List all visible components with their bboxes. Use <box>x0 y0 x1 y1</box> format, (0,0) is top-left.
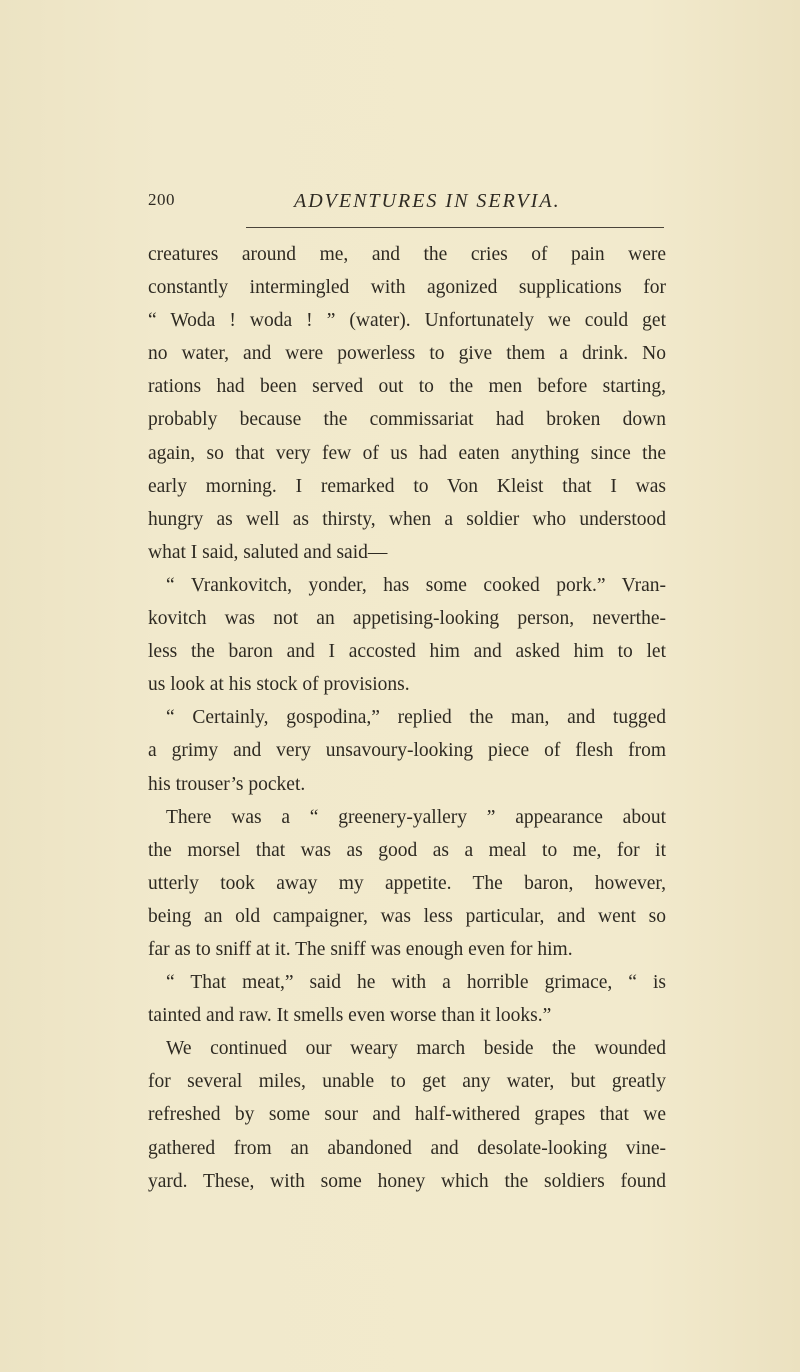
text-line: There was a “ greenery-yallery ” appearance about <box>166 806 666 828</box>
text-line: far as to sniff at it. The sniff was enough even for him. <box>148 938 573 960</box>
text-line: yard. These, with some honey which the soldiers found <box>148 1170 666 1192</box>
text-line: the morsel that was as good as a meal to me, for it <box>148 839 666 861</box>
text-line: again, so that very few of us had eaten anything since the <box>148 442 666 464</box>
text-line: “ Woda ! woda ! ” (water). Unfortunately we could get <box>148 310 666 332</box>
text-line: what I said, saluted and said— <box>148 541 388 563</box>
page-number: 200 <box>148 190 175 209</box>
text-line: tainted and raw. It smells even worse than it looks.” <box>148 1005 552 1027</box>
page-header <box>148 190 668 220</box>
text-line: We continued our weary march beside the wounded <box>166 1038 666 1060</box>
header-rule <box>246 227 664 228</box>
body-text <box>148 238 666 1198</box>
text-line: his trouser’s pocket. <box>148 773 306 795</box>
text-line: “ Certainly, gospodina,” replied the man, and tugged <box>166 707 666 729</box>
running-title: ADVENTURES IN SERVIA. <box>294 190 561 212</box>
text-line: early morning. I remarked to Von Kleist that I was <box>148 475 666 497</box>
text-line: “ Vrankovitch, yonder, has some cooked pork.” Vran- <box>166 574 666 596</box>
text-line: gathered from an abandoned and desolate-looking vine- <box>148 1137 666 1159</box>
text-line: hungry as well as thirsty, when a soldier who understood <box>148 508 666 530</box>
text-line: a grimy and very unsavoury-looking piece of flesh from <box>148 740 666 762</box>
text-line: creatures around me, and the cries of pain were <box>148 244 666 265</box>
text-line: less the baron and I accosted him and asked him to let <box>148 641 666 663</box>
text-line: refreshed by some sour and half-withered grapes that we <box>148 1104 666 1126</box>
text-line: “ That meat,” said he with a horrible grimace, “ is <box>166 972 666 994</box>
text-line: us look at his stock of provisions. <box>148 674 410 696</box>
text-line: being an old campaigner, was less particular, and went so <box>148 905 666 927</box>
text-line: probably because the commissariat had broken down <box>148 409 666 431</box>
text-line: no water, and were powerless to give them a drink. No <box>148 343 666 365</box>
text-line: utterly took away my appetite. The baron, however, <box>148 872 666 894</box>
text-line: kovitch was not an appetising-looking person, neverthe- <box>148 608 666 630</box>
text-line: constantly intermingled with agonized supplications for <box>148 277 666 299</box>
text-line: for several miles, unable to get any water, but greatly <box>148 1071 666 1093</box>
text-line: rations had been served out to the men before starting, <box>148 376 666 398</box>
